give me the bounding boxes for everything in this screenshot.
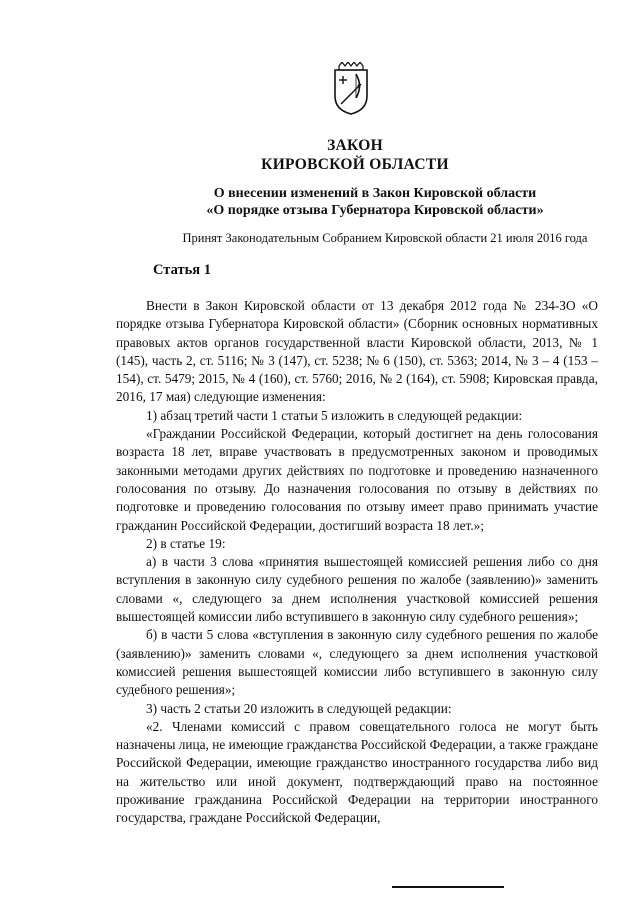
paragraph-item-2a: а) в части 3 слова «принятия вышестоящей комиссией решения либо со дня вступления в законную силу судебного решения по жалобе (заявлению)» заменить словами «, следующего за днем исполнения участковой комиссией решения вышестоящей комиссии либо вступившего в законную силу судебного решения»; bbox=[116, 554, 598, 625]
kirov-coat-of-arms-icon bbox=[333, 62, 369, 116]
footnote-rule bbox=[392, 886, 504, 888]
paragraph-item-1: 1) абзац третий части 1 статьи 5 изложить в следующей редакции: bbox=[146, 407, 523, 423]
paragraph-item-2b: б) в части 5 слова «вступления в законную силу судебного решения по жалобе (заявлению)» заменить словами «, следующего за днем исполнения участковой комиссией решения вышестоящей комиссии либо вступившего в законную силу судебного решения»; bbox=[116, 627, 598, 698]
article-body bbox=[116, 297, 598, 828]
law-region-title: КИРОВСКОЙ ОБЛАСТИ bbox=[261, 156, 449, 173]
law-subject-line-2: «О порядке отзыва Губернатора Кировской области» bbox=[206, 203, 544, 218]
paragraph-item-3: 3) часть 2 статьи 20 изложить в следующей редакции: bbox=[146, 700, 452, 716]
law-subject-line-1: О внесении изменений в Закон Кировской области bbox=[213, 186, 537, 201]
paragraph-intro: Внести в Закон Кировской области от 13 декабря 2012 года № 234-ЗО «О порядке отзыва Губернатора Кировской области» (Сборник основных нормативных правовых актов органов государственной власти Кировской области, 2013, № 1 (145), часть 2, ст. 5116; № 3 (147), ст. 5238; № 6 (150), ст. 5363; 2014, № 3 – 4 (153 – 154), ст. 5479; 2015, № 4 (160), ст. 5760; 2016, № 2 (164), ст. 5908; Кировская правда, 2016, 17 мая) следующие изменения: bbox=[116, 298, 598, 405]
paragraph-item-1-text: «Граждании Российской Федерации, который достигнет на день голосования возраста 18 лет, вправе участвовать в предусмотренных законом и проводимых законными методами других действиях по подготовке и проведению назначенного голосования по отзыву. До назначения голосования по отзыву в действиях по подготовке и проведению голосования по отзыву имеет право принимать участие гражданин Российской Федерации, достигший возраста 18 лет.»; bbox=[116, 426, 598, 533]
paragraph-item-3-text: «2. Членами комиссий с правом совещательного голоса не могут быть назначены лица, не имеющие гражданства Российской Федерации, а также граждане Российской Федерации, имеющие гражданство иностранного государства либо вид на жительство или иной документ, подтверждающий право на постоянное проживание гражданина Российской Федерации на территории иностранного государства, граждане Российской Федерации, bbox=[116, 718, 598, 826]
law-title: ЗАКОН bbox=[327, 137, 383, 154]
article-heading: Статья 1 bbox=[153, 262, 211, 278]
adoption-note: Принят Законодательным Собранием Кировской области 21 июля 2016 года bbox=[182, 231, 588, 245]
paragraph-item-2: 2) в статье 19: bbox=[146, 535, 226, 551]
